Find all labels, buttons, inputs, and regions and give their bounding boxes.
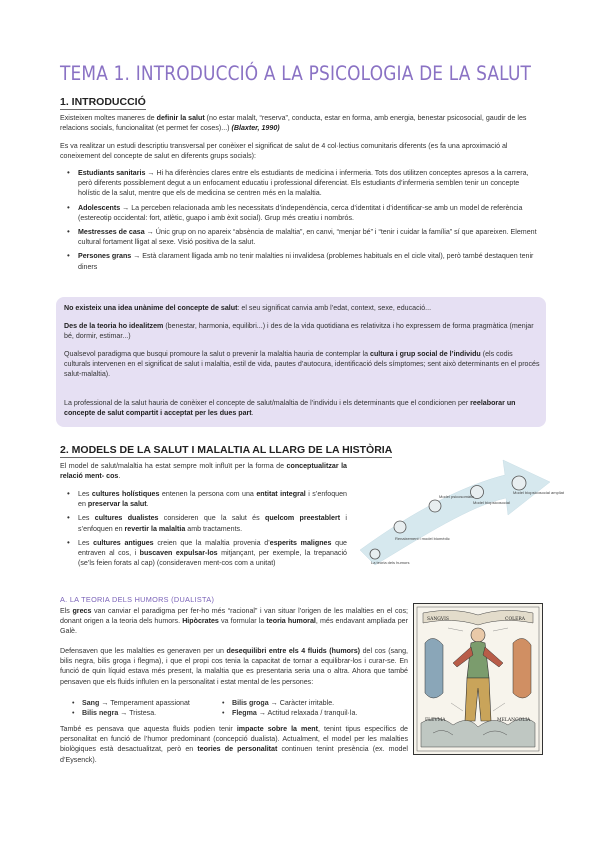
paragraph-models-intro: El model de salut/malaltia ha estat sempre molt influït per la forma de conceptualitzar la relació ment- cos. [60,462,347,481]
list-item: • Mestresses de casa → Únic grup on no apareix “absència de malaltia”, en canvi, “menjar bé” i “tenir i cuidar la família” sí que apareixen. Element cultural fortament lligat al sexe. Visió positiva de la salut. [60,227,543,247]
list-item: • Sang → Temperament apassionat [70,698,220,708]
list-item: • Adolescents → La perceben relacionada amb les necessitats d’independència, cerca d’identitat i d’identificar-se amb un model de referència (estereotip occidental: fort, atlètic, guapo i amb èxit social). Grup més creatiu i nombrós. [60,203,543,223]
paragraph-estudi: Es va realitzar un estudi descriptiu transversal per conèixer el significat de salut de 4 col·lectius comunitaris diferents (es fa una aproximació al coneixement del concepte de salut en diferents grups socials): [60,142,508,161]
timeline-node [370,549,380,559]
box-paragraph-3: Qualsevol paradigma que busqui promoure la salut o prevenir la malaltia hauria de contemplar la cultura i grup social de l’individu (els codis culturals intervenen en el significat de salut i malaltia, estil de vida, pautes d’autocura, identificació dels símptomes; sent això determinants en el procés salut-malaltia). [64,350,540,379]
list-item: • Bilis negra → Tristesa. [70,708,220,718]
list-item: • Bilis groga → Caràcter irritable. [220,698,370,708]
list-item: • Persones grans → Està clarament lligada amb no tenir malalties ni invalidesa (problemes habituals en el cicle vital), però també destaquen tenir diners [60,251,543,271]
box-paragraph-4: La professional de la salut hauria de conèixer el concepte de salut/malaltia de l’individu i els determinants que el condicionen per reelaborar un concepte de salut compartit i acceptat per les dues part. [64,399,516,418]
paragraph-definir-salut: Existeixen moltes maneres de definir la salut (no estar malalt, “reserva”, conducta, estar en forma, amb energia, benestar psicosocial, gaudir de les relacions socials, funcionalitat (et permet fer coses)...) (Blaxter, 1990) [60,114,527,133]
list-item: • Flegma → Actitud relaxada / tranquil·la. [220,708,370,718]
paragraph-impacte-ment: També es pensava que aquesta fluids podien tenir impacte sobre la ment, tenint tipus específics de personalitat en funció de l’humor predominant (concepció dualista). Actualment, el model per les malalties biològiques està desactualitzat, però en teories de personalitat continuen tenint presència (ex. model d’Eysenck). [60,725,408,764]
list-item: • Les cultures holístiques entenen la persona com una entitat integral i s’enfoquen en preservar la salut. [60,489,347,509]
timeline-node [429,500,441,512]
timeline-label: Model psicosomàtic [439,494,475,499]
woodcut-label: MELANCOLIA [497,718,531,723]
list-item: • Estudiants sanitaris → Hi ha diferències clares entre els estudiants de medicina i infermeria. Tots dos utilitzen conceptes apresos a la carrera, però diferents possiblement degut a un enfocament educatiu i professional diferenciat. Els estudiants d’infermeria semblen tenir un concepte holístic de la salut, mentre que els de medicina se centren més en la malaltia. [60,168,543,199]
timeline-node [394,521,406,533]
paragraph-grecs: Els grecs van canviar el paradigma per fer-ho més “racional” i van situar l’origen de les malalties en el cos; donant origen a la teoria dels humors. Hipòcrates va formular la teoria humoral, més endavant ampliada per Galè. [60,607,408,636]
section-heading-introduccio: 1. INTRODUCCIÓ [60,96,146,108]
woodcut-label: COLERA [505,617,526,622]
timeline-node [512,476,526,490]
timeline-label: Model biopsicosocial ampliat [513,490,564,495]
humors-list [70,698,370,718]
bullet-list-cultures [60,489,347,572]
bullet-list-colectius [60,168,543,276]
paragraph-desequilibri: Defensaven que les malalties es generaven per un desequilibri entre els 4 fluids (humors) del cos (sang, bilis negra, bilis groga i flegma), i que el propi cos tenia la capacitat de tornar a equilibrar-los i curar-se. En funció de quin líquid estava més present, la malaltia que es presentaria seria una o altra. Ahora que també pensaven que els fluids influïen en la personalitat i estat mental de les persones: [60,647,408,686]
woodcut-label: FLEVMA [425,718,446,723]
timeline-arrow-graphic [355,440,564,575]
page-title: TEMA 1. INTRODUCCIÓ A LA PSICOLOGIA DE LA SALUT [60,62,532,85]
subsection-heading-humors: A. LA TEORIA DELS HUMORS (DUALISTA) [60,595,215,604]
section-heading-models: 2. MODELS DE LA SALUT I MALALTIA AL LLARG DE LA HISTÒRIA [60,444,393,456]
four-humors-woodcut-image [413,603,543,755]
timeline-label: Model biopsicosocial [473,500,510,505]
timeline-label: Renaixement i model biomèdic [395,536,450,541]
timeline-label: La teoria dels humors [371,560,410,565]
list-item: • Les cultures antigues creien que la malaltia provenia d’esperits malignes que entraven al cos, i buscaven expulsar-los mitjançant, per exemple, la trepanació (se’ls feien forats al cap) (consideraven ment-cos com a unitat) [60,538,347,569]
list-item: • Les cultures dualistes consideren que la salut és quelcom preestablert i s’enfoquen en revertir la malaltia amb tractaments. [60,513,347,533]
box-paragraph-1: No existeix una idea unànime del concepte de salut: el seu significat canvia amb l’edat, context, sexe, educació... [64,304,432,312]
box-paragraph-2: Des de la teoria ho idealitzem (benestar, harmonia, equilibri...) i des de la vida quotidiana es relativitza i ho expressem de forma pragmàtica (menjar bé, dormir, estimar...) [64,322,534,341]
woodcut-label: SANGVIS [427,617,449,622]
